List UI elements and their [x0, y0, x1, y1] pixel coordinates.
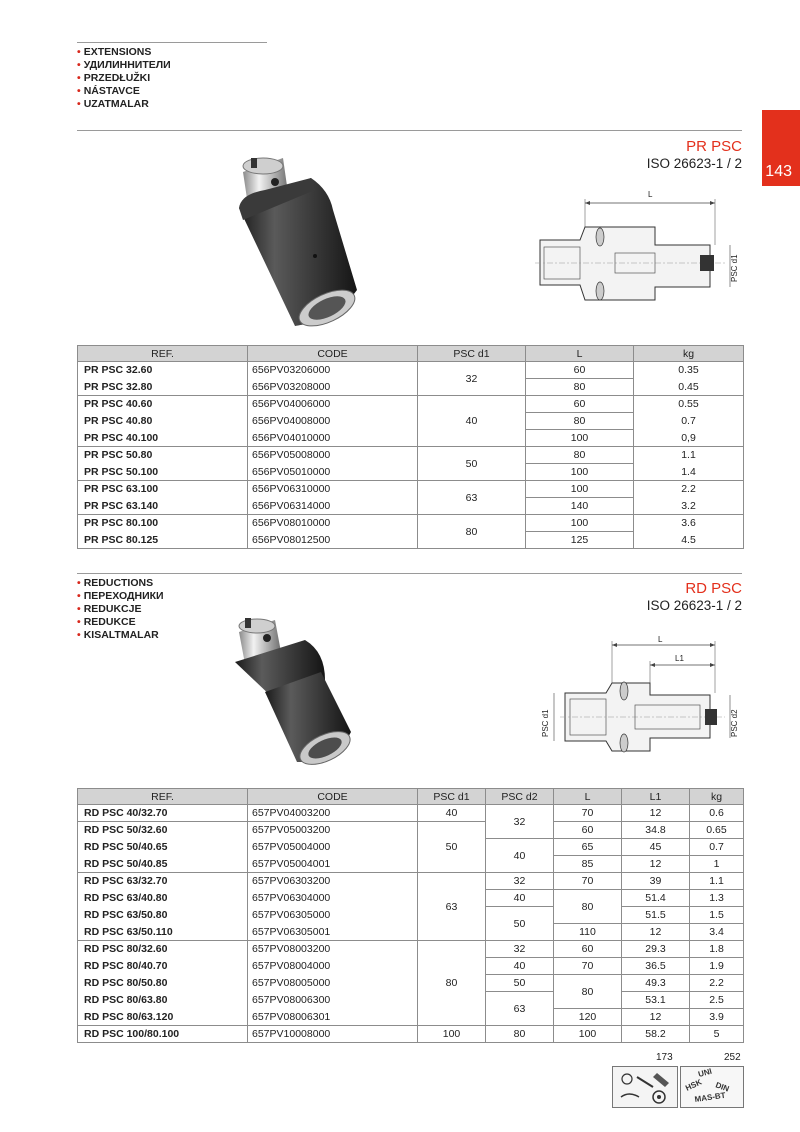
table-cell: 656PV06310000: [248, 481, 418, 498]
table-header-row: [78, 789, 744, 805]
length-label: L: [658, 635, 663, 644]
table-cell: 80: [554, 890, 622, 924]
table-cell: 12: [622, 924, 690, 941]
table-cell: 1.8: [690, 941, 744, 958]
table-cell: 657PV05004000: [248, 839, 418, 856]
table-cell: 50: [486, 907, 554, 941]
table-row: [78, 907, 744, 924]
diameter-label: PSC d1: [730, 254, 739, 282]
language-list-extensions: [77, 46, 171, 111]
table-cell: 12: [622, 856, 690, 873]
table-cell: RD PSC 50/40.65: [78, 839, 248, 856]
reductions-table: [77, 788, 744, 1043]
table-row: [78, 839, 744, 856]
language-item: • REDUKCE: [77, 616, 136, 628]
table-cell: 3.4: [690, 924, 744, 941]
table-cell: 0,9: [634, 430, 744, 447]
table-cell: 40: [486, 890, 554, 907]
table-row: [78, 805, 744, 822]
table-cell: PR PSC 63.100: [78, 481, 248, 498]
table-cell: 5: [690, 1026, 744, 1043]
table-cell: 100: [526, 464, 634, 481]
language-item: • UZATMALAR: [77, 98, 149, 110]
diameter1-label: PSC d1: [541, 709, 550, 737]
table-cell: 657PV08004000: [248, 958, 418, 975]
table-cell: 0.55: [634, 396, 744, 413]
top-rule: [77, 42, 267, 43]
table-row: [78, 481, 744, 498]
table-cell: RD PSC 80/50.80: [78, 975, 248, 992]
table-cell: 100: [418, 1026, 486, 1043]
table-cell: 656PV05010000: [248, 464, 418, 481]
section1-standard: ISO 26623-1 / 2: [646, 156, 742, 171]
table-cell: 2.5: [690, 992, 744, 1009]
table-cell: PR PSC 32.80: [78, 379, 248, 396]
table-cell: 50: [418, 822, 486, 873]
col-header-d1: PSC d1: [418, 789, 486, 805]
table-cell: RD PSC 100/80.100: [78, 1026, 248, 1043]
reduction-product-photo: [225, 612, 365, 772]
table-cell: 80: [418, 941, 486, 1026]
table-cell: 110: [554, 924, 622, 941]
table-cell: 80: [418, 515, 526, 549]
table-cell: 40: [486, 839, 554, 873]
table-cell: 32: [486, 941, 554, 958]
svg-text:DIN: DIN: [714, 1080, 731, 1094]
table-cell: PR PSC 40.80: [78, 413, 248, 430]
section2-standard: ISO 26623-1 / 2: [646, 598, 742, 613]
extension-technical-drawing: [520, 185, 745, 310]
language-item: • УДИЛИННИТЕЛИ: [77, 59, 171, 71]
table-cell: 60: [554, 941, 622, 958]
table-cell: RD PSC 80/32.60: [78, 941, 248, 958]
table-cell: 29.3: [622, 941, 690, 958]
table-cell: RD PSC 80/40.70: [78, 958, 248, 975]
length1-label: L1: [675, 654, 684, 663]
table-cell: PR PSC 40.60: [78, 396, 248, 413]
table-cell: PR PSC 63.140: [78, 498, 248, 515]
diameter2-label: PSC d2: [730, 709, 739, 737]
table-cell: 656PV06314000: [248, 498, 418, 515]
col-header-d2: PSC d2: [486, 789, 554, 805]
col-header-ref: REF.: [78, 789, 248, 805]
table-cell: 657PV05004001: [248, 856, 418, 873]
table-cell: 125: [526, 532, 634, 549]
table-row: [78, 941, 744, 958]
table-cell: 657PV08006301: [248, 1009, 418, 1026]
table-cell: 657PV06304000: [248, 890, 418, 907]
section1-title: PR PSC: [686, 138, 742, 155]
language-item: • NÁSTAVCE: [77, 85, 140, 97]
table-cell: 50: [418, 447, 526, 481]
table-cell: 32: [486, 805, 554, 839]
table-row: [78, 362, 744, 379]
extensions-table: [77, 345, 744, 549]
table-cell: 70: [554, 958, 622, 975]
table-row: [78, 975, 744, 992]
col-header-code: CODE: [248, 346, 418, 362]
col-header-ref: REF.: [78, 346, 248, 362]
table-cell: 0.45: [634, 379, 744, 396]
reduction-technical-drawing: [520, 633, 745, 763]
table-cell: 0.7: [634, 413, 744, 430]
table-cell: 80: [486, 1026, 554, 1043]
table-cell: 4.5: [634, 532, 744, 549]
table-cell: PR PSC 40.100: [78, 430, 248, 447]
table-cell: 0.35: [634, 362, 744, 379]
table-cell: 0.65: [690, 822, 744, 839]
col-header-kg: kg: [690, 789, 744, 805]
col-header-code: CODE: [248, 789, 418, 805]
section1-rule: [77, 130, 742, 131]
table-cell: 45: [622, 839, 690, 856]
table-cell: 70: [554, 873, 622, 890]
table-cell: 1.9: [690, 958, 744, 975]
table-cell: 656PV05008000: [248, 447, 418, 464]
language-item: • PRZEDŁUŽKI: [77, 72, 151, 84]
table-cell: 100: [554, 1026, 622, 1043]
table-cell: 70: [554, 805, 622, 822]
table-row: [78, 379, 744, 396]
tools-icon: [612, 1066, 678, 1108]
table-cell: 32: [486, 873, 554, 890]
table-cell: 63: [486, 992, 554, 1026]
table-cell: 656PV03206000: [248, 362, 418, 379]
table-cell: 50: [486, 975, 554, 992]
table-row: [78, 822, 744, 839]
table-cell: 657PV04003200: [248, 805, 418, 822]
table-row: [78, 532, 744, 549]
svg-text:MAS-BT: MAS-BT: [694, 1090, 727, 1104]
table-row: [78, 396, 744, 413]
table-row: [78, 1009, 744, 1026]
table-cell: 58.2: [622, 1026, 690, 1043]
table-cell: PR PSC 80.100: [78, 515, 248, 532]
table-cell: 656PV08010000: [248, 515, 418, 532]
table-cell: 2.2: [634, 481, 744, 498]
table-cell: 80: [554, 975, 622, 1009]
table-cell: RD PSC 80/63.120: [78, 1009, 248, 1026]
section2-rule: [77, 573, 742, 574]
table-cell: 657PV10008000: [248, 1026, 418, 1043]
table-cell: 656PV04008000: [248, 413, 418, 430]
svg-text:UNI: UNI: [697, 1067, 713, 1079]
table-row: [78, 1026, 744, 1043]
table-row: [78, 447, 744, 464]
section2-title: RD PSC: [685, 580, 742, 597]
table-cell: 80: [526, 413, 634, 430]
footer-ref-173: 173: [656, 1052, 673, 1063]
footer-ref-252: 252: [724, 1052, 741, 1063]
table-cell: RD PSC 63/50.110: [78, 924, 248, 941]
table-cell: 657PV05003200: [248, 822, 418, 839]
table-cell: 12: [622, 805, 690, 822]
table-cell: 2.2: [690, 975, 744, 992]
table-cell: 140: [526, 498, 634, 515]
col-header-d1: PSC d1: [418, 346, 526, 362]
table-cell: 656PV08012500: [248, 532, 418, 549]
standards-icon: [680, 1066, 744, 1108]
table-row: [78, 924, 744, 941]
table-cell: 100: [526, 515, 634, 532]
table-cell: 60: [554, 822, 622, 839]
table-cell: 656PV03208000: [248, 379, 418, 396]
table-cell: 3.9: [690, 1009, 744, 1026]
table-row: [78, 498, 744, 515]
table-cell: 120: [554, 1009, 622, 1026]
table-cell: 80: [526, 447, 634, 464]
language-list-reductions: [77, 577, 164, 642]
extension-product-photo: [225, 150, 375, 330]
col-header-l: L: [554, 789, 622, 805]
table-cell: RD PSC 63/50.80: [78, 907, 248, 924]
table-cell: 80: [526, 379, 634, 396]
page-number-tab: [762, 110, 800, 186]
table-cell: 657PV06305001: [248, 924, 418, 941]
table-row: [78, 413, 744, 430]
table-cell: 1.3: [690, 890, 744, 907]
table-cell: 1.4: [634, 464, 744, 481]
table-cell: PR PSC 50.100: [78, 464, 248, 481]
table-cell: 85: [554, 856, 622, 873]
table-cell: 100: [526, 430, 634, 447]
table-cell: 656PV04006000: [248, 396, 418, 413]
table-cell: 0.6: [690, 805, 744, 822]
table-cell: RD PSC 80/63.80: [78, 992, 248, 1009]
table-cell: 656PV04010000: [248, 430, 418, 447]
table-cell: 63: [418, 873, 486, 941]
table-cell: 60: [526, 362, 634, 379]
table-cell: 3.6: [634, 515, 744, 532]
table-cell: 34.8: [622, 822, 690, 839]
language-item: • EXTENSIONS: [77, 46, 152, 58]
table-cell: 1.5: [690, 907, 744, 924]
table-cell: 53.1: [622, 992, 690, 1009]
table-cell: 657PV06305000: [248, 907, 418, 924]
col-header-l: L: [526, 346, 634, 362]
table-row: [78, 515, 744, 532]
table-cell: 12: [622, 1009, 690, 1026]
table-cell: PR PSC 80.125: [78, 532, 248, 549]
col-header-kg: kg: [634, 346, 744, 362]
table-row: [78, 430, 744, 447]
table-cell: 40: [486, 958, 554, 975]
table-header-row: [78, 346, 744, 362]
length-label: L: [648, 190, 653, 199]
table-cell: 100: [526, 481, 634, 498]
language-item: • KISALTMALAR: [77, 629, 159, 641]
table-cell: 3.2: [634, 498, 744, 515]
language-item: • REDUCTIONS: [77, 577, 154, 589]
table-row: [78, 873, 744, 890]
table-cell: RD PSC 63/32.70: [78, 873, 248, 890]
table-cell: RD PSC 63/40.80: [78, 890, 248, 907]
table-cell: RD PSC 50/40.85: [78, 856, 248, 873]
table-cell: 36.5: [622, 958, 690, 975]
table-row: [78, 464, 744, 481]
table-row: [78, 958, 744, 975]
svg-text:HSK: HSK: [684, 1077, 704, 1093]
table-cell: 32: [418, 362, 526, 396]
table-cell: 1: [690, 856, 744, 873]
table-cell: PR PSC 32.60: [78, 362, 248, 379]
table-cell: 65: [554, 839, 622, 856]
page-number: 143: [765, 163, 792, 180]
table-row: [78, 856, 744, 873]
language-item: • REDUKCJE: [77, 603, 142, 615]
language-item: • ПЕРЕХОДНИКИ: [77, 590, 164, 602]
table-row: [78, 992, 744, 1009]
table-cell: 1.1: [690, 873, 744, 890]
table-cell: 657PV08006300: [248, 992, 418, 1009]
col-header-l1: L1: [622, 789, 690, 805]
table-row: [78, 890, 744, 907]
table-cell: PR PSC 50.80: [78, 447, 248, 464]
table-cell: 657PV08003200: [248, 941, 418, 958]
table-cell: 63: [418, 481, 526, 515]
table-cell: 51.5: [622, 907, 690, 924]
table-cell: 657PV06303200: [248, 873, 418, 890]
table-cell: RD PSC 40/32.70: [78, 805, 248, 822]
table-cell: 60: [526, 396, 634, 413]
table-cell: 657PV08005000: [248, 975, 418, 992]
table-cell: 1.1: [634, 447, 744, 464]
table-cell: 0.7: [690, 839, 744, 856]
table-cell: RD PSC 50/32.60: [78, 822, 248, 839]
table-cell: 40: [418, 396, 526, 447]
table-cell: 49.3: [622, 975, 690, 992]
table-cell: 40: [418, 805, 486, 822]
table-cell: 51.4: [622, 890, 690, 907]
table-cell: 39: [622, 873, 690, 890]
